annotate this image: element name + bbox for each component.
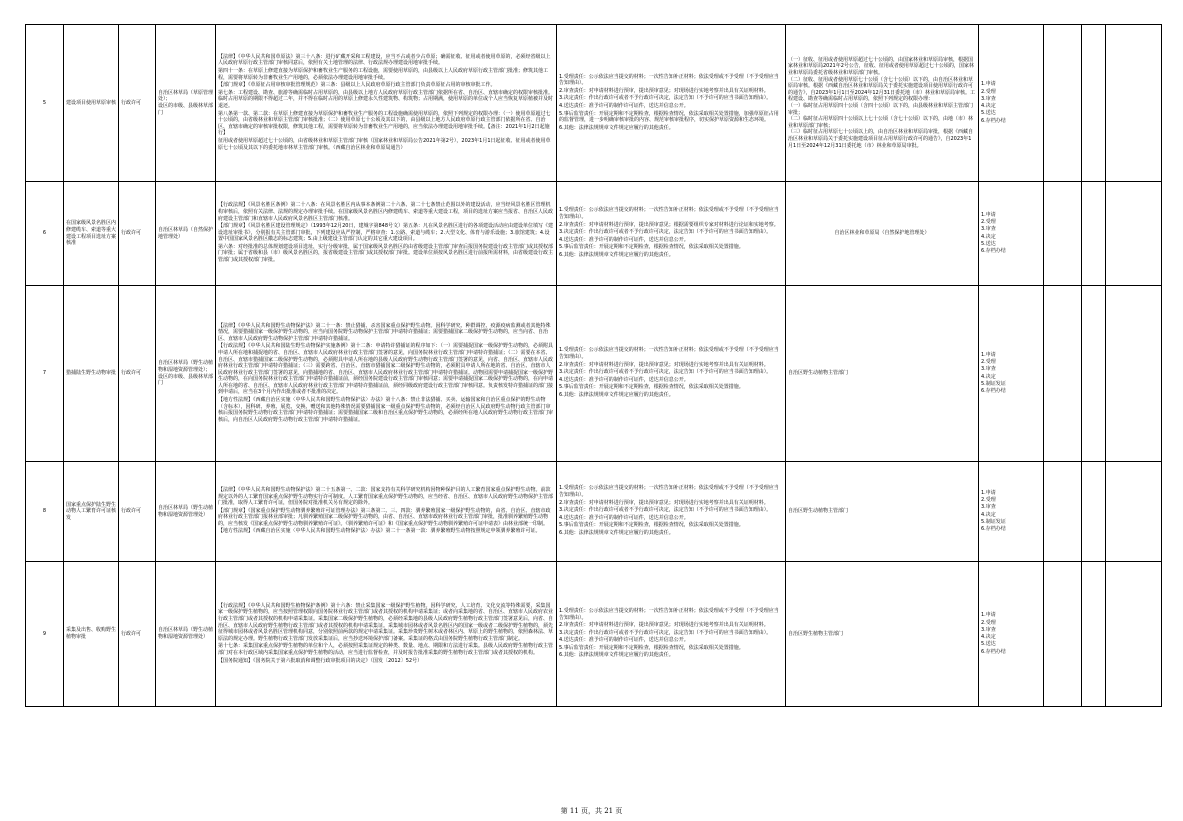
responsibility-cell bbox=[557, 562, 786, 707]
table-row bbox=[26, 25, 1162, 182]
empty-cell bbox=[1106, 25, 1162, 182]
legal-basis-paragraph: 【地方性法规】《西藏自治区实施〈中华人民共和国野生动物保护法〉办法》第二十一条第一款：驯养繁殖野生动物按照规定申领驯养繁殖许可证。 bbox=[218, 528, 541, 535]
remark-cell bbox=[786, 182, 979, 286]
empty-cell bbox=[1106, 562, 1162, 707]
row-number-cell: 8 bbox=[26, 462, 64, 562]
empty-cell bbox=[1044, 25, 1082, 182]
responsibility-item: 1.受理责任：公示依法应当提交的材料；一次性告知补正材料；依法受理或不予受理（不予受理应当告知理由）。 bbox=[559, 485, 779, 499]
responsibility-item: 4.送达责任：准予许可的制作许可证件，送达并信息公开。 bbox=[559, 637, 689, 644]
process-flow-cell bbox=[979, 182, 1044, 286]
row-number-cell: 6 bbox=[26, 182, 64, 286]
legal-basis-paragraph: 征用或者使用草原超过七十公顷的，由省级林业和草原主管部门审核（国家林业和草原局公告2021年第2号），2023年1月1日起征收、征用或者使用草原七十公顷及其以下的委托地市林草主管部门审核。（西藏自治区林业和草原局通告） bbox=[218, 137, 551, 151]
responsibility-item: 2.审查责任：对申请材料进行预审，提出预审意见；对现场进行实地考察并出具有关证明材料。 bbox=[559, 622, 769, 629]
remark-item: （二）征收、征用或者使用草原七十公顷（含七十公顷）以下的，由自治区林业和草原局审核。根据《西藏自治区林业和草原局关于委托实施建设项目使用草原行政许可的通告》，自2023年1月1日至2024年12月31日委托地（市）林业和草原局审核。工程建设、勘查等确需临时占用草原的，依照下列规定的权限办理： bbox=[788, 76, 976, 103]
process-step: 1.申请 bbox=[981, 489, 996, 496]
empty-cell bbox=[1106, 462, 1162, 562]
empty-cell bbox=[1106, 286, 1162, 462]
empty-cell bbox=[1044, 182, 1082, 286]
table-row bbox=[26, 182, 1162, 286]
legal-basis-paragraph: 第十七条：采集国家重点保护野生植物的单位和个人，必须按照采集证规定的种类、数量、地点、期限和方法进行采集。县级人民政府野生植物行政主管部门对在本行政区域内采集国家重点保护野生植物的活动，应当进行监督检查，并及时报告批准采集的野生植物行政主管部门或者其授权的机构。 bbox=[218, 643, 554, 656]
process-step: 3.审查 bbox=[981, 504, 996, 511]
responsibility-item: 3.决定责任：作出行政许可或者不予行政许可决定，法定告知（不予许可的应当书面告知理由）。 bbox=[559, 229, 772, 236]
item-name-cell: 建设项目使用草原审核 bbox=[64, 25, 119, 182]
process-step: 2.受理 bbox=[981, 219, 996, 225]
empty-cell bbox=[1082, 25, 1106, 182]
process-step: 3.审查 bbox=[981, 226, 996, 233]
responsibility-item: 4.送达责任：准予许可的制作许可证件，送达并信息公开。 bbox=[559, 514, 689, 521]
process-step: 5.制证发证 bbox=[981, 518, 1006, 525]
remark-item: （一）征收、征用或者使用草原超过七十公顷的，由国家林业和草原局审核，根据国家林业和草原局2021年2号公告，征收、征用或者使用草原超过七十公顷的，国家林业和草原局委托省级林业和草原部门审核。 bbox=[788, 56, 974, 77]
legal-basis-paragraph: 【行政法规】《风景名胜区条例》第二十八条：在风景名胜区内从事本条例第二十六条、第二十七条禁止范围以外的建设活动，应当经风景名胜区管理机构审核后，依照有关法律、法规的规定办理审批手续。在国家级风景名胜区内修建缆车、索道等重大建设工程，项目的选址方案应当报省、自治区人民政府建设主管部门和直辖市人民政府风景名胜区主管部门核准。 bbox=[218, 202, 554, 222]
process-flow-cell bbox=[979, 25, 1044, 182]
process-flow-cell bbox=[979, 562, 1044, 707]
process-step: 4.决定 bbox=[981, 511, 996, 518]
responsibility-item: 1.受理责任：公示依法应当提交的材料；一次性告知补正材料；依法受理或不予受理（不予受理应当告知理由）。 bbox=[559, 347, 779, 361]
legal-basis-paragraph: 【地方性法规】《西藏自治区实施〈中华人民共和国野生动物保护法〉办法》第十八条：禁止非法猎捕、买卖、运输国家和自治区重点保护的野生动物（含标本），因科研、养殖、展览、交换、赠送和其他特殊情况需要猎捕国家一级重点保护野生动物的，必须经自治区人民政府野生动物行政主管部门审核后报国务院野生动物行政主管部门申请特许猎捕证；需要猎捕国家二级和自治区重点保护野生动物的，必须经所在地人民政府野生动物行政主管部门审核后，向自治区人民政府野生动物行政主管部门申请特许猎捕证。 bbox=[218, 397, 554, 423]
legal-basis-paragraph: 【行政法规】《中华人民共和国陆生野生动物保护实施条例》第十二条：申请特许猎捕证的程序如下：（一）需要捕捉国家一级保护野生动物的，必须附具申请人所在地和捕捉地的省、自治区、直辖市人民政府林业行政主管部门签署的意见，向国务院林业行政主管部门申请特许猎捕证；（二）需要在本省、自治区、直辖市猎捕国家二级保护野生动物的，必须附具申请人所在地的县级人民政府野生动物行政主管部门签署的意见，向省、自治区、直辖市人民政府林业行政主管部门申请特许猎捕证；（三）需要跨省、自治区、直辖市猎捕国家二级保护野生动物的，必须附具申请人所在地的省、自治区、直辖市人民政府林业行政主管部门签署的意见，向猎捕地的省、自治区、直辖市人民政府林业行政主管部门申请特许猎捕证。动物园需要申请捕捉国家一级保护野生动物的，在向国务院林业行政主管部门申请特许猎捕证前，须经国务院建设行政主管部门审核同意；需要申请捕捉国家二级保护野生动物的，在向申请人所在地的省、自治区、直辖市人民政府林业行政主管部门申请特许猎捕证前，须经同级政府建设行政主管部门审核同意。负责核发特许猎捕证的部门接到申请后，应当在3个月内作出批准或者不批准的决定。 bbox=[218, 343, 554, 396]
responsibility-item: 3.决定责任：作出行政许可或者不予行政许可决定，法定告知（不予许可的应当书面告知理由）。 bbox=[559, 507, 772, 514]
empty-cell bbox=[1082, 462, 1106, 562]
process-step: 6.存档办结 bbox=[981, 526, 1006, 532]
responsibility-cell bbox=[557, 462, 786, 562]
process-step: 3.审查 bbox=[981, 366, 996, 373]
table-row bbox=[26, 286, 1162, 462]
responsibility-item: 5.事后监管责任：开展定期和不定期检查，根据检查情况，依法采取相关处置措施。 bbox=[559, 244, 744, 251]
row-number-cell: 9 bbox=[26, 562, 64, 707]
responsibility-item: 6.其他：法律法规规章文件规定应履行的其他责任。 bbox=[559, 251, 674, 258]
remark-item: 自治区林业和草原局（自然保护地管理处） bbox=[834, 230, 930, 237]
process-step: 4.决定 bbox=[981, 634, 996, 640]
legal-basis-paragraph: 第四十一条：在草原上修建直接为草原保护和畜牧业生产服务的工程设施，需要使用草原的，由县级以上人民政府草原行政主管部门批准；修筑其他工程，需要将草原转为非畜牧业生产用地的，必须依法办理建设用地审批手续。 bbox=[218, 68, 549, 81]
responsibility-item: 1.受理责任：公示依法应当提交的材料；一次性告知补正材料；依法受理或不予受理（不予受理应当告知理由）。 bbox=[559, 207, 779, 221]
remark-item: （二）临时征占用草原四十公顷以上七十公顷（含七十公顷）以下的，由地（市）林业和草原部门审核； bbox=[788, 116, 974, 129]
empty-cell bbox=[1044, 286, 1082, 462]
department-cell: 自治区林草局（野生动植物和湿地资源管理处） bbox=[156, 462, 216, 562]
responsibility-item: 3.决定责任：作出行政许可或者不予行政许可决定，法定告知（不予许可的应当书面告知理由）。 bbox=[559, 95, 772, 102]
empty-cell bbox=[1044, 562, 1082, 707]
responsibility-item: 2.审查责任：对申请材料进行预审，提出预审意见；根据需要组织专家对材料进行论证和实地考察。 bbox=[559, 221, 779, 228]
legal-basis-paragraph: 【法律】《中华人民共和国野生动物保护法》第二十五条第一、二款：国家支持有关科学研究机构因物种保护目的人工繁育国家重点保护野生动物。前款规定以外的人工繁育国家重点保护野生动物实行许可制度。人工繁育国家重点保护野生动物的，应当经省、自治区、直辖市人民政府野生动物保护主管部门批准，取得人工繁育许可证，但国务院对批准机关另有规定的除外。 bbox=[218, 486, 554, 507]
item-type-cell: 行政许可 bbox=[119, 182, 156, 286]
table-body bbox=[26, 25, 1162, 707]
process-step: 6.存档办结 bbox=[981, 117, 1006, 124]
responsibility-item: 4.送达责任：准予许可的制作许可证件，送达并信息公开。 bbox=[559, 236, 689, 243]
legal-basis-cell bbox=[216, 562, 557, 707]
process-step: 2.受理 bbox=[981, 88, 996, 95]
table-row bbox=[26, 562, 1162, 707]
legal-basis-cell bbox=[216, 182, 557, 286]
remark-item: 自治区野生动植物主管部门 bbox=[788, 370, 849, 377]
responsibility-item: 2.审查责任：对申请材料进行预审，提出预审意见；对现场进行实地考察并出具有关证明材料。 bbox=[559, 361, 769, 368]
table-row bbox=[26, 462, 1162, 562]
legal-basis-paragraph: 【法律】《中华人民共和国野生动物保护法》第二十一条：禁止猎捕、杀害国家重点保护野生动物。因科学研究、种群调控、疫源疫病监测或者其他特殊情况，需要猎捕国家一级保护野生动物的，应当向国务院野生动物保护主管部门申请特许猎捕证；需要猎捕国家二级保护野生动物的，应当向省、自治区、直辖市人民政府野生动物保护主管部门申请特许猎捕证。 bbox=[218, 322, 551, 342]
legal-basis-paragraph: 第六条：对经批准的总体规划建设项目选址，实行分级审批，属于国家级风景名胜区的由省级建设主管部门审查后报国务院建设行政主管部门或其授权部门审批；属于省级和县（市）级风景名胜区的，报省级建设主管部门或其授权部门审批。建设单位须按风景名胜区进行前报所需材料，由省级建设行政主管部门或其授权部门审批。 bbox=[218, 243, 554, 264]
responsibility-cell bbox=[557, 25, 786, 182]
item-type-cell: 行政许可 bbox=[119, 25, 156, 182]
process-step: 3.审查 bbox=[981, 626, 996, 633]
empty-cell bbox=[1044, 462, 1082, 562]
responsibility-item: 6.其他：法律法规规章文件规定应履行的其他责任。 bbox=[559, 652, 674, 659]
empty-cell bbox=[1082, 286, 1106, 462]
page-footer: 第 11 页，共 21 页 bbox=[560, 807, 623, 815]
process-step: 2.受理 bbox=[981, 497, 996, 503]
item-type-cell: 行政许可 bbox=[119, 286, 156, 462]
process-step: 5.送达 bbox=[981, 110, 996, 117]
responsibility-item: 2.审查责任：对申请材料进行预审，提出预审意见；对现场进行实地考察并出具有关证明材料。 bbox=[559, 87, 769, 94]
responsibility-item: 3.决定责任：作出行政许可或者不予行政许可决定，法定告知（不予许可的应当书面告知理由）。 bbox=[559, 369, 772, 376]
item-name-cell: 猎捕陆生野生动物审批 bbox=[64, 286, 119, 462]
process-step: 5.送达 bbox=[981, 240, 996, 247]
remark-item: （三）临时征占用草原七十公顷以上的，由自治区林业和草原局审批，根据《西藏自治区林业和草原局关于委托实施建设项目征占用草原行政许可的通告》，自2023年1月1日至2024年12月31日委托地（市）林业和草原局审批。 bbox=[788, 129, 974, 149]
item-name-cell: 国家重点保护陆生野生动物人工繁育许可证核发 bbox=[64, 462, 119, 562]
process-step: 6.存档办结 bbox=[981, 388, 1006, 394]
legal-basis-cell bbox=[216, 286, 557, 462]
process-step: 6.存档办结 bbox=[981, 248, 1006, 254]
responsibility-item: 4.送达责任：准予许可的制作许可证件，送达并信息公开。 bbox=[559, 376, 689, 383]
process-step: 1.申请 bbox=[981, 81, 996, 88]
remark-cell bbox=[786, 286, 979, 462]
responsibility-item: 6.其他：法律法规规章文件规定应履行的其他责任。 bbox=[559, 529, 674, 536]
process-step: 4.决定 bbox=[981, 103, 996, 109]
legal-basis-paragraph: 【国务院通知】《国务院关于第六批取消和调整行政审批项目的决定》（国发〔2012〕52号） bbox=[218, 657, 423, 664]
responsibility-item: 5.事后监管责任：开展定期和不定期检查，根据检查情况，依法采取相关处置措施。 bbox=[559, 644, 744, 651]
legal-basis-cell bbox=[216, 462, 557, 562]
legal-basis-paragraph: 【部门规章】《草原征占用审核审批管理规范》第三条：县级以上人民政府草原行政主管部门负责草原征占用的审核审批工作。 bbox=[218, 82, 496, 89]
responsibility-item: 6.其他：法律法规规章文件规定应履行的其他责任。 bbox=[559, 391, 674, 398]
responsibility-item: 5.事后监管责任：开展定期和不定期检查，根据检查情况，依法采取相关处置措施。 bbox=[559, 522, 744, 529]
department-cell: 自治区林草局（草原管理处）； 设区的市级、县级林草部门 bbox=[156, 25, 216, 182]
process-step: 3.审查 bbox=[981, 95, 996, 102]
row-number-cell: 7 bbox=[26, 286, 64, 462]
legal-basis-paragraph: 【行政法规】《中华人民共和国野生植物保护条例》第十六条：禁止采集国家一级保护野生植物。因科学研究、人工培育、文化交流等特殊需要，采集国家一级保护野生植物的，应当按照管理权限向国务院林业行政主管部门或者其授权的机构申请采集证；或者向采集地的省、自治区、直辖市人民政府农业行政主管部门或者其授权的机构申请采集证。采集国家二级保护野生植物的，必须经采集地的县级人民政府野生植物行政主管部门签署意见后，向省、自治区、直辖市人民政府野生植物行政主管部门或者其授权的机构申请采集证。采集城市园林或者风景名胜区内的国家一级或者二级保护野生植物的，须先征得城市园林或者风景名胜区管理机构同意，分别依照前两款的规定申请采集证。采集珍贵野生树木或者林区内、草原上的野生植物的，依照森林法、草原法的规定办理。野生植物行政主管部门发放采集证后，应当抄送环境保护部门备案。采集证的格式由国务院野生植物行政主管部门制定。 bbox=[218, 602, 554, 642]
process-step: 5.送达 bbox=[981, 641, 996, 648]
process-step: 1.申请 bbox=[981, 351, 996, 358]
process-step: 1.申请 bbox=[981, 211, 996, 218]
process-flow-cell bbox=[979, 286, 1044, 462]
responsibility-item: 4.送达责任：准予许可的制作许可证件，送达并信息公开。 bbox=[559, 103, 689, 109]
empty-cell bbox=[1106, 182, 1162, 286]
process-step: 4.决定 bbox=[981, 373, 996, 380]
item-name-cell: 在国家级风景名胜区内修建缆车、索道等重大建设工程项目选址方案核准 bbox=[64, 182, 119, 286]
responsibility-item: 5.事后监管责任：开展定期和不定期检查，根据检查情况，依法采取相关处置措施。 bbox=[559, 384, 744, 391]
responsibility-item: 3.决定责任：作出行政许可或者不予行政许可决定，法定告知（不予许可的应当书面告知理由）。 bbox=[559, 629, 772, 636]
responsibility-item: 6.其他：法律法规规章文件规定应履行的其他责任。 bbox=[559, 124, 674, 131]
remark-item: （一）临时征占用草原四十公顷（含四十公顷）以下的，由县级林业和草原主管部门审批； bbox=[788, 103, 974, 116]
item-type-cell: 行政许可 bbox=[119, 462, 156, 562]
item-name-cell: 采集及出售、收购野生植物审批 bbox=[64, 562, 119, 707]
row-number-cell: 5 bbox=[26, 25, 64, 182]
remark-cell bbox=[786, 25, 979, 182]
process-step: 6.存档办结 bbox=[981, 648, 1006, 655]
legal-basis-paragraph: 【部门规章】《国家重点保护野生动物驯养繁殖许可证管理办法》第三条第二、三、四款：驯养繁殖国家一级保护野生动物的，由省、自治区、直辖市政府林业行政主管部门报林业部审批；凡驯养繁殖国家二级保护野生动物的，由省、自治区、直辖市政府林业行政主管部门审批，批准驯养繁殖野生动物的，应当核发《国家重点保护野生动物驯养繁殖许可证》。《驯养繁殖许可证》和《国家重点保护野生动物驯养繁殖许可证申请表》由林业部统一印制。 bbox=[218, 507, 551, 527]
department-cell: 自治区林草局（自然保护地管理处） bbox=[156, 182, 216, 286]
remark-item: 自治区野生植物主管部门 bbox=[788, 630, 844, 637]
responsibility-item: 1.受理责任：公示依法应当提交的材料；一次性告知补正材料；依法受理或不予受理（不予受理应当告知理由）。 bbox=[559, 73, 779, 87]
item-type-cell: 行政许可 bbox=[119, 562, 156, 707]
responsibility-item: 1.受理责任：公示依法应当提交的材料；一次性告知补正材料；依法受理或不予受理（不予受理应当告知理由）。 bbox=[559, 607, 779, 621]
legal-basis-paragraph: 第八条第一款、第二款：在草原上修建直接为草原保护和畜牧业生产服务的工程设施确需使用草原的，依照下列规定的权限办理：（一）使用草原超过七十公顷的，由省级林业和草原主管部门审核批准；（二）使用草原七十公顷及其以下的，由县级以上地方人民政府草原行政主管部门依据所在省、自治区、直辖市确定的审核审批权限，修筑其他工程，需要将草原转为非畜牧业生产用地的，应当依法办理建设用地审批手续。【备注：2021年1月2日起施行】 bbox=[218, 110, 551, 137]
responsibility-cell bbox=[557, 182, 786, 286]
process-step: 5.制证发证 bbox=[981, 380, 1006, 387]
responsibility-cell bbox=[557, 286, 786, 462]
legal-basis-cell bbox=[216, 25, 557, 182]
process-step: 4.决定 bbox=[981, 233, 996, 240]
responsibility-item: 2.审查责任：对申请材料进行预审，提出预审意见；对现场进行实地考察并出具有关证明材料。 bbox=[559, 499, 769, 506]
department-cell: 自治区林草局（野生动植物和湿地资源管理处） bbox=[156, 562, 216, 707]
responsibility-item: 5.事后监管责任：开展定期和不定期检查，根据检查情况，依法采取相关处置措施，加强草原征占用的监督管理，进一步明确审核审批的内容、规范审核审批程序，切实保护草原资源和生态环境。 bbox=[559, 110, 779, 124]
legal-basis-paragraph: 【法律】《中华人民共和国草原法》第三十八条：进行矿藏开采和工程建设，应当不占或者少占草原；确需征收、征用或者使用草原的，必须经省级以上人民政府草原行政主管部门审核同意后，依照有关土地管理的法律、行政法规办理建设用地审批手续。 bbox=[218, 53, 551, 67]
legal-basis-paragraph: 第七条：工程建设、勘查、旅游等确需临时占用草原的，由县级以上地方人民政府草原行政主管部门依据所在省、自治区、直辖市确定的权限审核批准。临时占用草原的期限不得超过二年，并不得在临时占用的草原上修建永久性建筑物、构筑物；占用期满，使用草原的单位或个人应当恢复草原植被并及时退还。 bbox=[218, 89, 554, 109]
empty-cell bbox=[1082, 562, 1106, 707]
process-flow-cell bbox=[979, 462, 1044, 562]
process-step: 2.受理 bbox=[981, 359, 996, 365]
power-list-table bbox=[25, 24, 1162, 707]
process-step: 2.受理 bbox=[981, 619, 996, 626]
empty-cell bbox=[1082, 182, 1106, 286]
remark-cell bbox=[786, 562, 979, 707]
department-cell: 自治区林草局（野生动植物和湿地资源管理处）； 设区的市级、县级林草部门 bbox=[156, 286, 216, 462]
remark-item: 自治区野生动植物主管部门 bbox=[788, 508, 849, 515]
remark-cell bbox=[786, 462, 979, 562]
legal-basis-paragraph: 【部门规章】《风景名胜区建设管理规定》（1993年12月20日，建城字第848号文）第五条：凡在风景名胜区进行的各项建设活动应由建设单位填写《建设选址审批书》，分别报有关主管部门审批，下列建设应从严控制，严格审查：1.公路、索道与缆车；2.大型文化、体育与游乐设施；3.旅馆建筑；4.设置中国国家风景名胜区徽志的标志建筑；5.由上级建设主管部门认定的其它重大建设项目。 bbox=[218, 223, 554, 243]
process-step: 1.申请 bbox=[981, 612, 996, 619]
